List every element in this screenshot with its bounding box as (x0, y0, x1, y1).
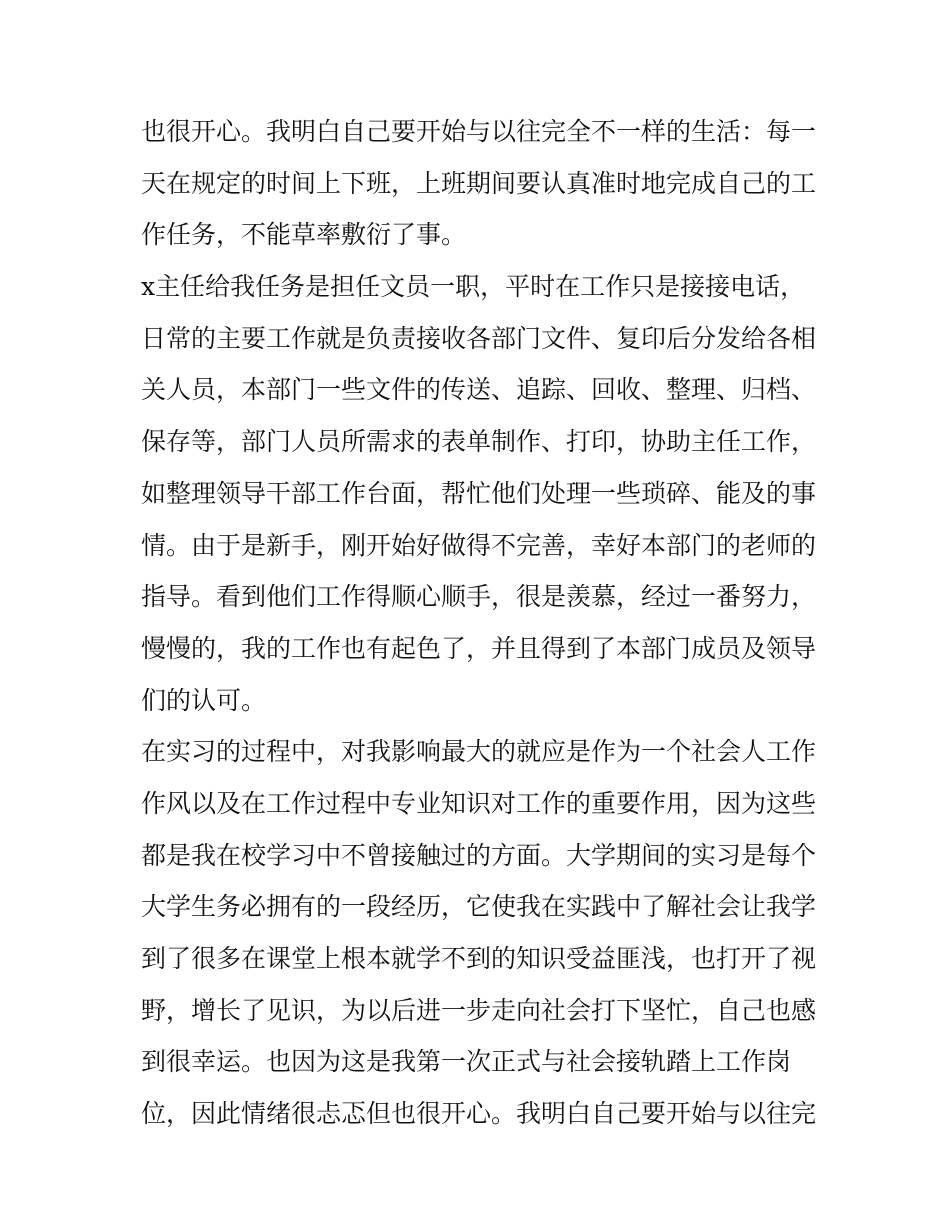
text-line-6: 关人员，本部门一些文件的传送、追踪、回收、整理、归档、 (141, 375, 817, 405)
text-line-20: 位，因此情绪很忐忑但也很开心。我明白自己要开始与以往完 (141, 1099, 817, 1129)
text-line-4: x主任给我任务是担任文员一职，平时在工作只是接接电话， (141, 272, 806, 302)
text-line-16: 大学生务必拥有的一段经历，它使我在实践中了解社会让我学 (141, 892, 817, 922)
text-line-15: 都是我在校学习中不曾接触过的方面。大学期间的实习是每个 (141, 840, 817, 870)
text-line-17: 到了很多在课堂上根本就学不到的知识受益匪浅，也打开了视 (141, 944, 817, 973)
text-line-5: 日常的主要工作就是负责接收各部门文件、复印后分发给各相 (141, 323, 817, 353)
text-line-1: 也很开心。我明白自己要开始与以往完全不一样的生活：每一 (141, 117, 817, 146)
text-line-7: 保存等，部门人员所需求的表单制作、打印，协助主任工作， (141, 427, 817, 457)
text-line-8: 如整理领导干部工作台面，帮忙他们处理一些琐碎、能及的事 (141, 478, 817, 508)
text-line-2: 天在规定的时间上下班，上班期间要认真准时地完成自己的工 (141, 168, 817, 198)
body-text (141, 106, 821, 1140)
text-line-18: 野，增长了见识，为以后进一步走向社会打下坚忙，自己也感 (141, 995, 817, 1025)
text-line-14: 作风以及在工作过程中专业知识对工作的重要作用，因为这些 (141, 788, 817, 818)
text-line-3: 作任务，不能草率敷衍了事。 (141, 220, 467, 250)
text-line-10: 指导。看到他们工作得顺心顺手，很是羡慕，经过一番努力， (141, 582, 817, 612)
text-line-12: 们的认可。 (141, 685, 267, 715)
text-line-13: 在实习的过程中，对我影响最大的就应是作为一个社会人工作 (141, 737, 817, 767)
text-line-11: 慢慢的，我的工作也有起色了，并且得到了本部门成员及领导 (141, 633, 817, 663)
text-line-9: 情。由于是新手，刚开始好做得不完善，幸好本部门的老师的 (141, 530, 817, 560)
text-line-19: 到很幸运。也因为这是我第一次正式与社会接轨踏上工作岗 (141, 1047, 792, 1077)
